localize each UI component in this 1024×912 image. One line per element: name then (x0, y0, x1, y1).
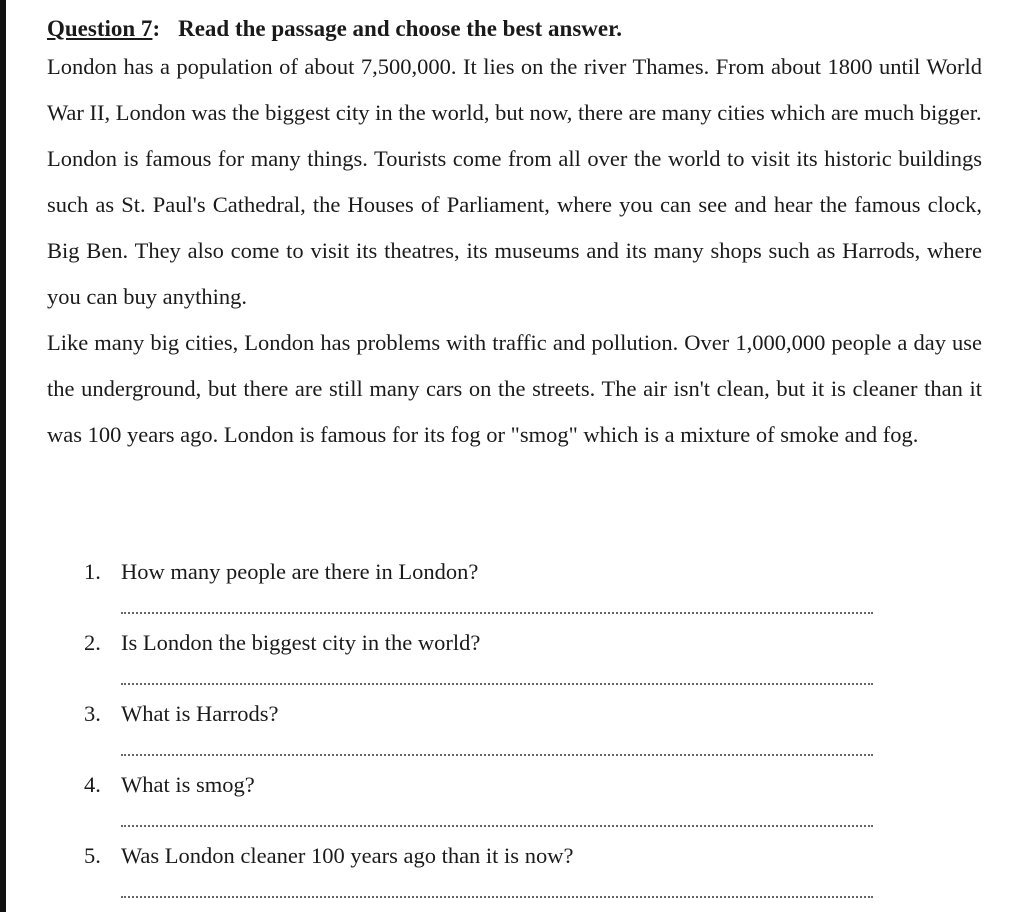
question-item-text: What is Harrods? (121, 701, 279, 726)
reading-passage (47, 44, 982, 458)
answer-line-2[interactable] (121, 683, 873, 685)
worksheet (47, 14, 982, 458)
question-item-number: 4. (84, 772, 101, 797)
question-item-1 (84, 555, 874, 626)
answer-line-4[interactable] (121, 825, 873, 827)
question-item-text: Is London the biggest city in the world? (121, 630, 481, 655)
passage-paragraph-2: London is famous for many things. Tourists come from all over the world to visit its historic buildings such as St. Paul's Cathedral, the Houses of Parliament, where you can see and hear the famous clock, Big Ben. They also come to visit its theatres, its museums and its many shops such as Harrods, where you can buy anything. (47, 146, 982, 309)
question-item-text: Was London cleaner 100 years ago than it is now? (121, 843, 574, 868)
answer-line-3[interactable] (121, 754, 873, 756)
question-number: Question 7 (47, 16, 153, 41)
passage-paragraph-1: London has a population of about 7,500,000. It lies on the river Thames. From about 1800 until World War II, London was the biggest city in the world, but now, there are many cities which are much bigger. (47, 54, 982, 125)
question-item-5 (84, 839, 874, 910)
question-item-2 (84, 626, 874, 697)
answer-line-5[interactable] (121, 896, 873, 898)
answer-line-1[interactable] (121, 612, 873, 614)
question-colon: : (152, 16, 161, 41)
question-item-number: 2. (84, 630, 101, 655)
question-title (47, 14, 982, 44)
question-item-number: 3. (84, 701, 101, 726)
passage-paragraph-3: Like many big cities, London has problems with traffic and pollution. Over 1,000,000 people a day use the underground, but there are still many cars on the streets. The air isn't clean, but it is cleaner than it was 100 years ago. London is famous for its fog or "smog" which is a mixture of smoke and fog. (47, 330, 982, 447)
page-edge-shadow (0, 0, 6, 912)
question-item-number: 5. (84, 843, 101, 868)
question-item-number: 1. (84, 559, 101, 584)
question-item-3 (84, 697, 874, 768)
question-instruction: Read the passage and choose the best answer. (178, 16, 622, 41)
comprehension-questions (84, 555, 874, 910)
question-item-4 (84, 768, 874, 839)
question-item-text: What is smog? (121, 772, 255, 797)
question-item-text: How many people are there in London? (121, 559, 479, 584)
